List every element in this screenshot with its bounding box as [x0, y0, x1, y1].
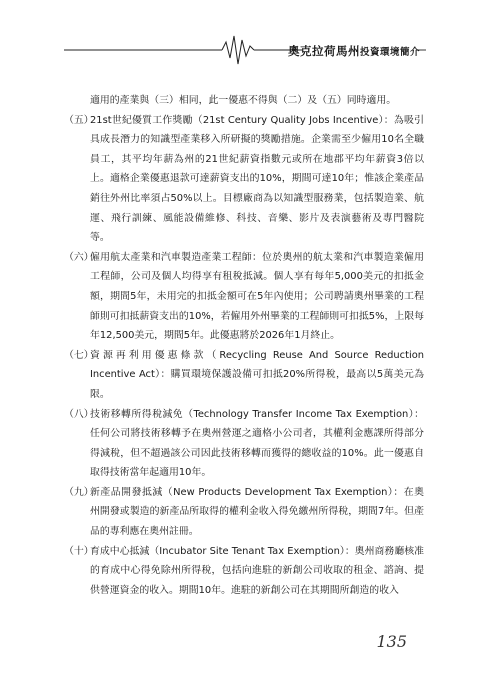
list-item [64, 111, 424, 248]
item-number: （八） [64, 408, 94, 420]
item-number: （九） [64, 486, 94, 498]
page-number: 135 [376, 632, 407, 651]
list-item [64, 346, 424, 405]
item-text: 21st世紀優質工作獎勵（21st Century Quality Jobs Incentive）：為吸引具成長潛力的知識型產業移入所研擬的獎勵措施。企業需至少僱用10名全職員工，其平均年薪為州的21世紀薪資指數元或所在地郡平均年薪資3倍以上。適格企業優惠退款可達薪資支出的10%，期間可達10年；惟該企業產品銷往外州比率須占50%以上。目標廠商為以知識型服務業，包括製造業、航運、飛行訓練、風能設備維修、科技、音樂、影片及表演藝術及專門醫院等。 [90, 114, 424, 244]
intro-paragraph: 適用的產業與（三）相同，此一優惠不得與（二）及（五）同時適用。 [90, 95, 397, 106]
list-item [64, 405, 424, 483]
list-item [64, 542, 424, 601]
item-number: （五） [64, 114, 94, 126]
item-number: （六） [64, 251, 94, 263]
item-text: 資源再利用優惠條款（Recycling Reuse And Source Reduction Incentive Act）：購買環境保護設備可扣抵20%所得稅，最高以5萬美元為限。 [90, 349, 424, 400]
header-title [288, 43, 420, 59]
page-header [0, 0, 480, 70]
item-number: （十） [64, 545, 94, 557]
item-text: 新產品開發抵減（New Products Development Tax Exemption）：在奧州開發或製造的新產品所取得的權利金收入得免繳州所得稅，期間7年。但產品的專利應在奧州註冊。 [90, 486, 424, 538]
header-title-sub: 投資環境簡介 [359, 47, 420, 58]
list-item [64, 483, 424, 542]
header-title-main: 奧克拉荷馬州 [287, 44, 360, 58]
item-text: 技術移轉所得稅減免（Technology Transfer Income Tax Exemption）：任何公司將技術移轉予在奧州營運之適格小公司者，其權利金應課所得部分得減稅，但不超過該公司因此技術移轉而獲得的總收益的10%。此一優惠自取得技術當年起適用10年。 [90, 408, 424, 479]
document-body [64, 91, 424, 600]
list-item [64, 248, 424, 346]
header-waveform-rule [0, 0, 480, 70]
item-number: （七） [64, 349, 94, 361]
item-text: 僱用航太產業和汽車製造產業工程師：位於奧州的航太業和汽車製造業僱用工程師，公司及個人均得享有租稅抵減。個人享有每年5,000美元的扣抵金額，期間5年，未用完的扣抵金額可在5年內使用；公司聘請奧州畢業的工程師則可扣抵薪資支出的10%，若僱用外州畢業的工程師則可扣抵5%，上限每年12,500美元，期間5年。此優惠將於2026年1月終止。 [90, 251, 424, 342]
item-text: 育成中心抵減（Incubator Site Tenant Tax Exemption）：奧州商務廳核准的育成中心得免除州所得稅，包括向進駐的新創公司收取的租金、諮詢、提供營運資金的收入。期間10年。進駐的新創公司在其期間所創造的收入 [90, 545, 424, 596]
